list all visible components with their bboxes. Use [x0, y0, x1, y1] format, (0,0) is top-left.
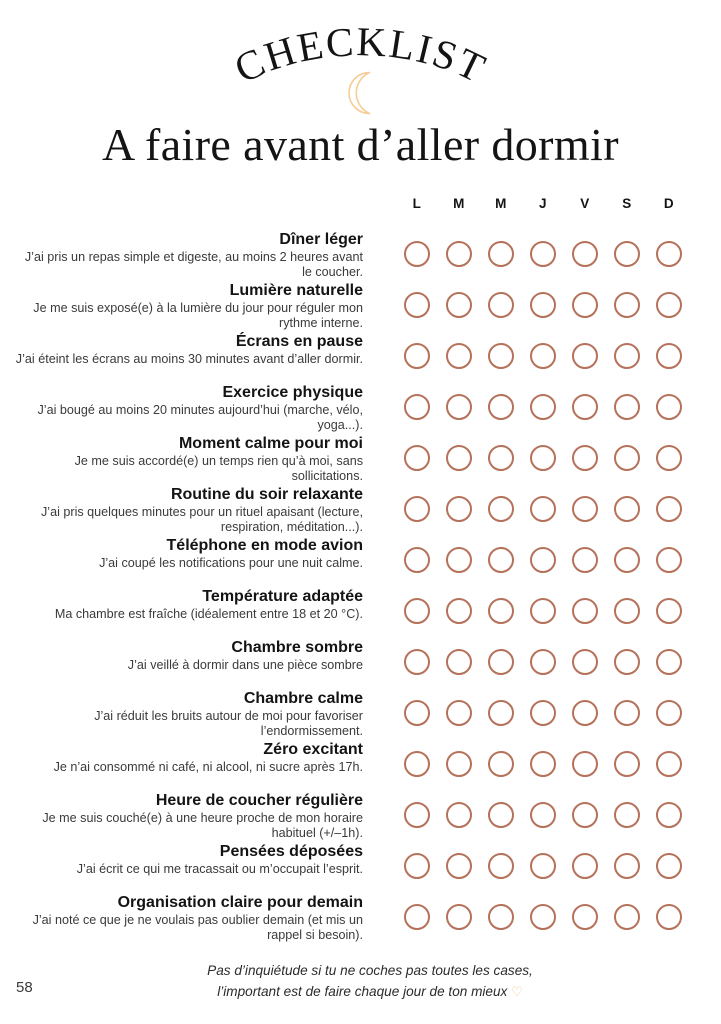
checkbox-circle[interactable]	[614, 547, 640, 573]
checkbox-circle[interactable]	[572, 394, 598, 420]
crescent-moon-icon	[335, 68, 387, 118]
checkbox-circle[interactable]	[404, 598, 430, 624]
checkbox-circle[interactable]	[656, 241, 682, 267]
checkbox-circle[interactable]	[614, 700, 640, 726]
checkbox-circle[interactable]	[614, 445, 640, 471]
checkbox-circle-row	[396, 343, 686, 373]
checkbox-circle[interactable]	[530, 445, 556, 471]
checklist-item-text	[14, 536, 363, 571]
checkbox-circle[interactable]	[404, 853, 430, 879]
checkbox-circle[interactable]	[404, 904, 430, 930]
checkbox-circle[interactable]	[446, 853, 472, 879]
checkbox-circle[interactable]	[488, 343, 514, 369]
checkbox-circle[interactable]	[530, 649, 556, 675]
checkbox-circle[interactable]	[530, 853, 556, 879]
checkbox-circle[interactable]	[446, 904, 472, 930]
checklist-row	[0, 740, 721, 791]
checkbox-circle-row	[396, 292, 686, 322]
checkbox-circle[interactable]	[488, 598, 514, 624]
checkbox-circle[interactable]	[614, 649, 640, 675]
checkbox-circle[interactable]	[530, 751, 556, 777]
checkbox-circle[interactable]	[656, 751, 682, 777]
day-header-4: V	[580, 196, 590, 211]
checkbox-circle[interactable]	[488, 700, 514, 726]
checkbox-circle[interactable]	[572, 904, 598, 930]
checklist-item-text	[14, 332, 363, 367]
day-header-5: S	[622, 196, 632, 211]
svg-text:CHECKLIST: CHECKLIST	[227, 24, 494, 92]
checklist-item-text	[14, 281, 363, 331]
checkbox-circle-row	[396, 598, 686, 628]
checklist-item-title: Lumière naturelle	[229, 282, 363, 299]
checkbox-circle[interactable]	[488, 241, 514, 267]
checklist-row	[0, 536, 721, 587]
checkbox-circle[interactable]	[656, 700, 682, 726]
checklist-item-description: J’ai éteint les écrans au moins 30 minutes avant d’aller dormir.	[15, 352, 363, 366]
checkbox-circle[interactable]	[488, 802, 514, 828]
checkbox-circle[interactable]	[404, 700, 430, 726]
checkbox-circle[interactable]	[572, 445, 598, 471]
checkbox-circle[interactable]	[488, 292, 514, 318]
checkbox-circle[interactable]	[488, 547, 514, 573]
checkbox-circle[interactable]	[614, 496, 640, 522]
checkbox-circle[interactable]	[656, 649, 682, 675]
checklist-item-title: Exercice physique	[222, 384, 363, 401]
checkbox-circle[interactable]	[404, 394, 430, 420]
checkbox-circle[interactable]	[446, 700, 472, 726]
checkbox-circle[interactable]	[656, 292, 682, 318]
checkbox-circle[interactable]	[572, 343, 598, 369]
checkbox-circle[interactable]	[446, 394, 472, 420]
checklist-item-title: Heure de coucher régulière	[155, 792, 363, 809]
footer-note-line-1: Pas d’inquiétude si tu ne coches pas toutes les cases,	[207, 963, 533, 978]
checklist-row	[0, 485, 721, 536]
checklist-item-text	[14, 434, 363, 484]
checkbox-circle[interactable]	[530, 496, 556, 522]
checkbox-circle[interactable]	[446, 547, 472, 573]
checkbox-circle[interactable]	[572, 547, 598, 573]
checklist-row	[0, 587, 721, 638]
checkbox-circle[interactable]	[614, 343, 640, 369]
checkbox-circle[interactable]	[488, 751, 514, 777]
checkbox-circle[interactable]	[572, 598, 598, 624]
checkbox-circle[interactable]	[446, 445, 472, 471]
checklist-item-text	[14, 689, 363, 739]
checkbox-circle[interactable]	[530, 904, 556, 930]
checkbox-circle[interactable]	[614, 802, 640, 828]
checkbox-circle[interactable]	[404, 649, 430, 675]
footer-note-line-2-wrap	[100, 981, 640, 1002]
checkbox-circle-row	[396, 751, 686, 781]
checkbox-circle[interactable]	[530, 700, 556, 726]
checkbox-circle[interactable]	[404, 751, 430, 777]
page-number: 58	[16, 979, 33, 996]
checklist-row	[0, 638, 721, 689]
checklist-row	[0, 893, 721, 944]
checkbox-circle[interactable]	[572, 751, 598, 777]
checklist-item-text	[14, 638, 363, 673]
checklist-item-description: J’ai réduit les bruits autour de moi pour favoriser l’endormissement.	[94, 709, 363, 738]
checkbox-circle[interactable]	[572, 853, 598, 879]
checkbox-circle[interactable]	[488, 904, 514, 930]
checklist-rows	[0, 230, 721, 944]
checkbox-circle-row	[396, 496, 686, 526]
checkbox-circle[interactable]	[404, 547, 430, 573]
checklist-item-description: J’ai noté ce que je ne voulais pas oublier demain (et mis un rappel si besoin).	[32, 913, 363, 942]
checkbox-circle[interactable]	[446, 598, 472, 624]
checklist-row	[0, 230, 721, 281]
checklist-item-description: J’ai bougé au moins 20 minutes aujourd’hui (marche, vélo, yoga...).	[37, 403, 363, 432]
checkbox-circle[interactable]	[530, 292, 556, 318]
checkbox-circle[interactable]	[404, 292, 430, 318]
checkbox-circle[interactable]	[656, 904, 682, 930]
checklist-item-description: Ma chambre est fraîche (idéalement entre 18 et 20 °C).	[54, 607, 363, 621]
checkbox-circle-row	[396, 904, 686, 934]
checklist-item-description: Je me suis exposé(e) à la lumière du jour pour réguler mon rythme interne.	[33, 301, 363, 330]
checkbox-circle[interactable]	[488, 649, 514, 675]
day-header-row	[396, 196, 686, 224]
checklist-item-title: Écrans en pause	[235, 333, 363, 350]
checkbox-circle-row	[396, 445, 686, 475]
checkbox-circle[interactable]	[614, 853, 640, 879]
checklist-item-title: Routine du soir relaxante	[170, 486, 363, 503]
checkbox-circle[interactable]	[614, 292, 640, 318]
checklist-item-title: Organisation claire pour demain	[117, 894, 363, 911]
checkbox-circle-row	[396, 394, 686, 424]
checklist-item-text	[14, 740, 363, 775]
checklist-item-text	[14, 893, 363, 943]
page-header	[0, 0, 721, 190]
checkbox-circle[interactable]	[656, 853, 682, 879]
checkbox-circle[interactable]	[488, 853, 514, 879]
checkbox-circle[interactable]	[530, 343, 556, 369]
checkbox-circle-row	[396, 802, 686, 832]
checklist-item-text	[14, 842, 363, 877]
checklist-row	[0, 791, 721, 842]
checkbox-circle[interactable]	[572, 496, 598, 522]
checkbox-circle[interactable]	[488, 394, 514, 420]
checkbox-circle[interactable]	[530, 802, 556, 828]
checklist-sheet	[0, 196, 721, 944]
checklist-item-description: J’ai veillé à dormir dans une pièce sombre	[127, 658, 363, 672]
checklist-row	[0, 383, 721, 434]
checkbox-circle[interactable]	[614, 598, 640, 624]
checkbox-circle[interactable]	[656, 343, 682, 369]
footer-note-line-2: l’important est de faire chaque jour de ton mieux	[217, 984, 508, 999]
checkbox-circle[interactable]	[446, 751, 472, 777]
checklist-item-title: Chambre calme	[243, 690, 363, 707]
checklist-item-description: Je n’ai consommé ni café, ni alcool, ni sucre après 17h.	[53, 760, 363, 774]
checkbox-circle[interactable]	[572, 292, 598, 318]
checkbox-circle[interactable]	[446, 802, 472, 828]
checkbox-circle[interactable]	[446, 241, 472, 267]
page-subtitle: A faire avant d’aller dormir	[102, 119, 619, 170]
checkbox-circle[interactable]	[656, 547, 682, 573]
checklist-item-title: Dîner léger	[279, 231, 363, 248]
heart-icon: ♡	[511, 984, 523, 999]
checkbox-circle[interactable]	[614, 241, 640, 267]
checkbox-circle[interactable]	[530, 547, 556, 573]
checklist-item-text	[14, 587, 363, 622]
checklist-item-title: Téléphone en mode avion	[166, 537, 363, 554]
checkbox-circle-row	[396, 547, 686, 577]
checklist-item-description: Je me suis accordé(e) un temps rien qu’à moi, sans sollicitations.	[74, 454, 363, 483]
day-header-2: M	[495, 196, 507, 211]
checklist-item-text	[14, 791, 363, 841]
checkbox-circle[interactable]	[572, 802, 598, 828]
checklist-row	[0, 842, 721, 893]
checkbox-circle[interactable]	[404, 445, 430, 471]
checkbox-circle[interactable]	[614, 904, 640, 930]
day-header-3: J	[538, 196, 547, 211]
checkbox-circle[interactable]	[614, 394, 640, 420]
day-header-1: M	[453, 196, 465, 211]
checklist-item-text	[14, 383, 363, 433]
footer-note	[100, 960, 640, 1002]
checkbox-circle[interactable]	[404, 343, 430, 369]
checklist-row	[0, 281, 721, 332]
page-footer	[0, 952, 721, 1008]
checkbox-circle[interactable]	[614, 751, 640, 777]
checkbox-circle[interactable]	[572, 241, 598, 267]
checklist-item-title: Température adaptée	[202, 588, 363, 605]
checklist-row	[0, 434, 721, 485]
checkbox-circle-row	[396, 700, 686, 730]
checklist-item-description: J’ai coupé les notifications pour une nuit calme.	[99, 556, 363, 570]
checklist-item-text	[14, 230, 363, 280]
checkbox-circle[interactable]	[530, 598, 556, 624]
checkbox-circle[interactable]	[404, 241, 430, 267]
checkbox-circle-row	[396, 649, 686, 679]
checkbox-circle[interactable]	[446, 496, 472, 522]
checklist-row	[0, 332, 721, 383]
checkbox-circle[interactable]	[530, 394, 556, 420]
checklist-item-title: Zéro excitant	[263, 741, 363, 758]
checkbox-circle-row	[396, 853, 686, 883]
checkbox-circle[interactable]	[656, 394, 682, 420]
checklist-item-title: Moment calme pour moi	[178, 435, 363, 452]
checklist-item-description: J’ai écrit ce qui me tracassait ou m’occupait l’esprit.	[76, 862, 363, 876]
checkbox-circle[interactable]	[572, 700, 598, 726]
checkbox-circle[interactable]	[488, 496, 514, 522]
checkbox-circle[interactable]	[488, 445, 514, 471]
checkbox-circle[interactable]	[656, 802, 682, 828]
checkbox-circle[interactable]	[656, 598, 682, 624]
checkbox-circle[interactable]	[656, 496, 682, 522]
checklist-item-description: J’ai pris un repas simple et digeste, au moins 2 heures avant le coucher.	[24, 250, 363, 279]
checklist-row	[0, 689, 721, 740]
checklist-item-title: Chambre sombre	[231, 639, 363, 656]
day-header-6: D	[663, 196, 675, 211]
day-header-0: L	[412, 196, 422, 211]
checkbox-circle[interactable]	[656, 445, 682, 471]
checkbox-circle[interactable]	[530, 241, 556, 267]
checkbox-circle[interactable]	[446, 343, 472, 369]
checkbox-circle-row	[396, 241, 686, 271]
checkbox-circle[interactable]	[404, 802, 430, 828]
checklist-item-description: J’ai pris quelques minutes pour un rituel apaisant (lecture, respiration, méditation...).	[40, 505, 363, 534]
checklist-item-text	[14, 485, 363, 535]
checkbox-circle[interactable]	[404, 496, 430, 522]
checkbox-circle[interactable]	[446, 649, 472, 675]
checkbox-circle[interactable]	[572, 649, 598, 675]
checklist-item-description: Je me suis couché(e) à une heure proche de mon horaire habituel (+/–1h).	[42, 811, 363, 840]
checklist-item-title: Pensées déposées	[219, 843, 363, 860]
checkbox-circle[interactable]	[446, 292, 472, 318]
